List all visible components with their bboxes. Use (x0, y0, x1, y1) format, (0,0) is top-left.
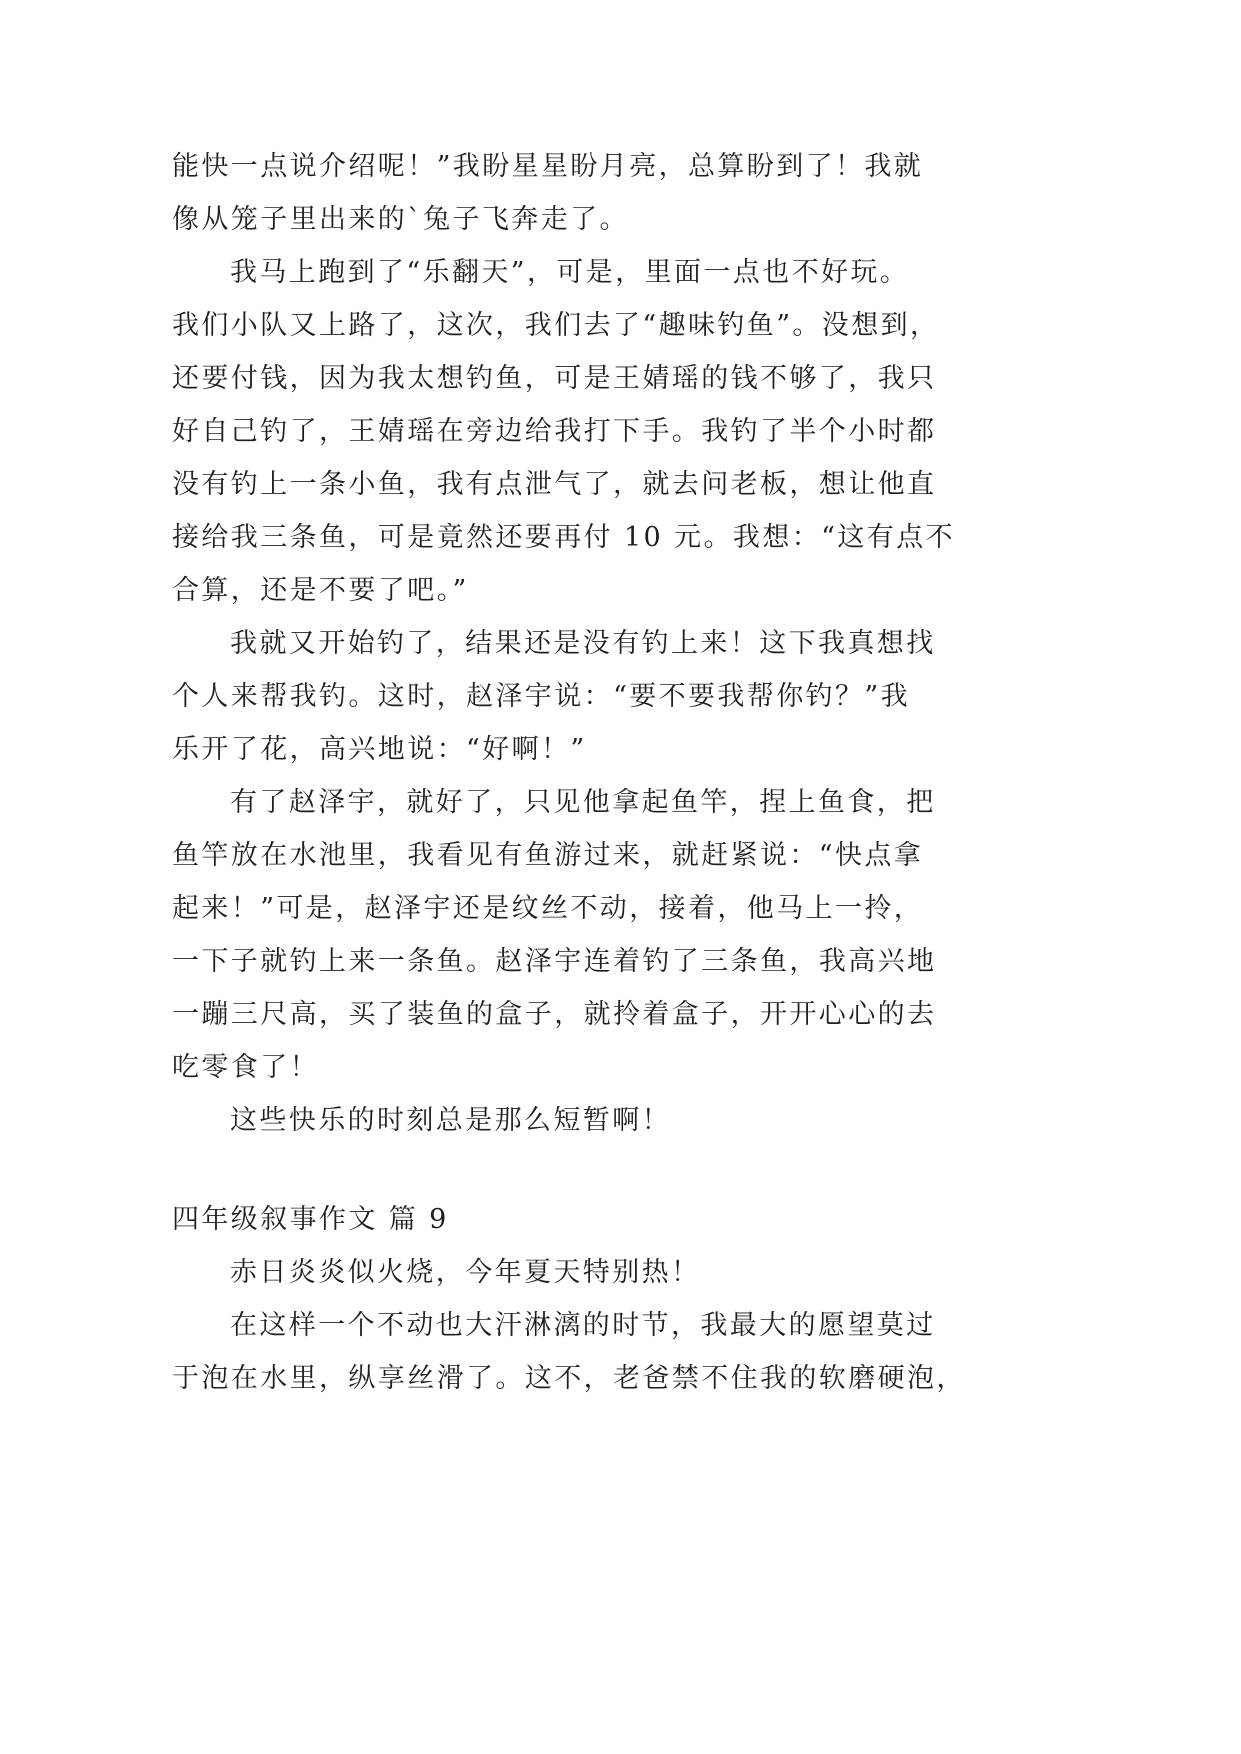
paragraph-start: 我就又开始钓了，结果还是没有钓上来！这下我真想找 (230, 628, 936, 659)
paragraph-start: 有了赵泽宇，就好了，只见他拿起鱼竿，捏上鱼食，把 (230, 787, 936, 818)
text-line: 还要付钱，因为我太想钓鱼，可是王婧瑶的钱不够了，我只 (172, 363, 937, 394)
text-line: 好自己钓了，王婧瑶在旁边给我打下手。我钓了半个小时都 (172, 416, 937, 447)
text-line: 于泡在水里，纵享丝滑了。这不，老爸禁不住我的软磨硬泡， (172, 1363, 966, 1394)
text-line: 乐开了花，高兴地说：“好啊！” (172, 734, 587, 765)
text-line: 个人来帮我钓。这时，赵泽宇说：“要不要我帮你钓？”我 (172, 681, 911, 712)
text-line: 一下子就钓上来一条鱼。赵泽宇连着钓了三条鱼，我高兴地 (172, 946, 937, 977)
paragraph-start: 赤日炎炎似火烧，今年夏天特别热！ (230, 1257, 701, 1288)
paragraph-start: 这些快乐的时刻总是那么短暂啊！ (230, 1105, 671, 1136)
section-heading: 四年级叙事作文 篇 9 (172, 1204, 449, 1235)
paragraph-start: 在这样一个不动也大汗淋漓的时节，我最大的愿望莫过 (230, 1310, 936, 1341)
text-line: 合算，还是不要了吧。” (172, 575, 469, 606)
text-line: 起来！”可是，赵泽宇还是纹丝不动，接着，他马上一拎， (172, 893, 924, 924)
text-line: 能快一点说介绍呢！”我盼星星盼月亮，总算盼到了！我就 (172, 151, 924, 182)
text-line: 一蹦三尺高，买了装鱼的盒子，就拎着盒子，开开心心的去 (172, 999, 937, 1030)
text-line: 我们小队又上路了，这次，我们去了“趣味钓鱼”。没想到， (172, 310, 940, 341)
text-line: 鱼竿放在水池里，我看见有鱼游过来，就赶紧说：“快点拿 (172, 840, 924, 871)
paragraph-start: 我马上跑到了“乐翻天”，可是，里面一点也不好玩。 (230, 257, 910, 288)
document-body (172, 140, 966, 1405)
text-line: 接给我三条鱼，可是竟然还要再付 10 元。我想：“这有点不 (172, 522, 955, 553)
text-line: 吃零食了！ (172, 1052, 319, 1083)
section-gap (172, 1147, 952, 1193)
text-line: 没有钓上一条小鱼，我有点泄气了，就去问老板，想让他直 (172, 469, 937, 500)
text-line: 像从笼子里出来的`兔子飞奔走了。 (172, 204, 629, 235)
